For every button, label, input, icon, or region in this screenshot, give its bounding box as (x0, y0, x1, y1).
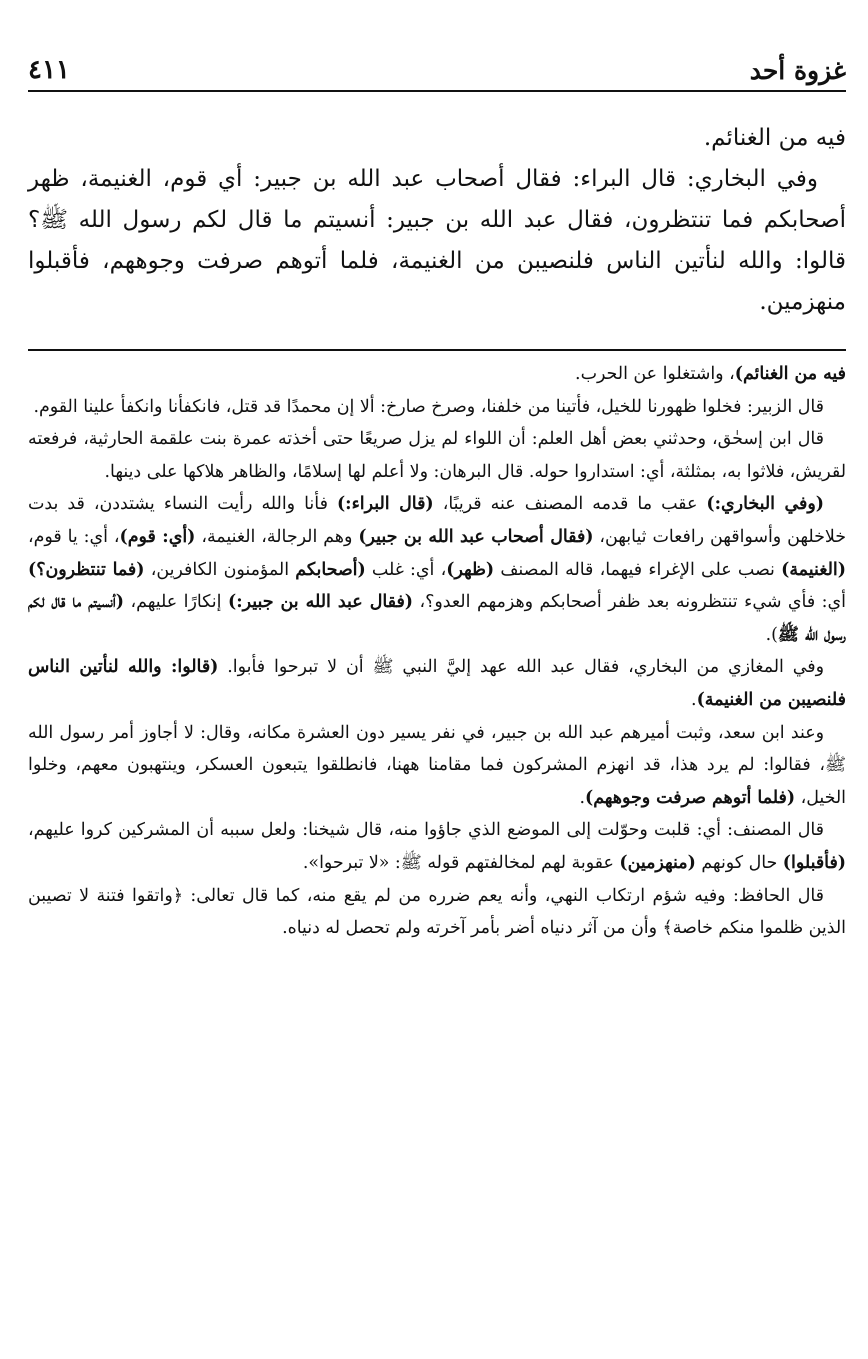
commentary-text: ). (765, 624, 778, 645)
page-number: ٤١١ (28, 55, 70, 85)
quoted-phrase: (أي: قوم) (119, 526, 196, 547)
commentary-text: . (579, 787, 585, 808)
commentary-paragraph: قال ابن إسحٰق، وحدثني بعض أهل العلم: أن اللواء لم يزل صريعًا حتى أخذته عمرة بنت علقمة الحارثية، فرفعته لقريش، فلاثوا به، بمثلثة، أي: استداروا حوله. قال البرهان: ولا أعلم لها إسلامًا، والظاهر هلاكها على دينها. (28, 429, 846, 482)
commentary-text: قال المصنف: أي: قلبت وحوّلت إلى الموضع الذي جاؤوا منه، قال شيخنا: ولعل سببه أن المشركين كروا عليهم، (28, 820, 824, 841)
commentary-text: ، أي: يا قوم، (28, 526, 120, 547)
commentary (28, 358, 846, 945)
commentary-text: المؤمنون الكافرين، (144, 559, 296, 580)
quoted-phrase: (الغنيمة) (781, 559, 846, 580)
quoted-phrase: (فلما أتوهم صرفت وجوههم) (584, 787, 796, 808)
quoted-phrase: (وفي البخاري:) (706, 494, 824, 515)
commentary-text: فأنا والله رأيت النساء يشتددن، قد بدت خلاخلهن وأسواقهن رافعات ثيابهن، (28, 494, 847, 547)
commentary-text: ، أي: غلب (365, 559, 447, 580)
commentary-text: ، واشتغلوا عن الحرب. (575, 364, 735, 384)
quoted-phrase: (أنسيتم ما قال لكم رسول الله ﷺ (28, 592, 846, 645)
quoted-phrase: (منهزمين) (619, 852, 696, 873)
commentary-text: إنكارًا عليهم، (123, 592, 228, 613)
commentary-paragraph (28, 651, 846, 716)
commentary-paragraph (28, 488, 846, 651)
commentary-text: حال كونهم (695, 852, 783, 873)
commentary-text: عقوبة لهم لمخالفتهم قوله ﷺ: «لا تبرحوا». (302, 852, 620, 873)
quoted-phrase: (فقال أصحاب عبد الله بن جبير) (358, 526, 594, 547)
quoted-phrase: (قالوا: والله لنأتين الناس فلنصيبن من الغنيمة) (28, 657, 846, 710)
commentary-text: وفي المغازي من البخاري، فقال عبد الله عهد إليَّ النبي ﷺ أن لا تبرحوا فأبوا. (218, 657, 824, 678)
commentary-paragraph: قال الحافظ: وفيه شؤم ارتكاب النهي، وأنه يعم ضرره من لم يقع منه، كما قال تعالى: ﴿واتقوا فتنة لا تصيبن الذين ظلموا منكم خاصة﴾ وأن من آثر دنياه أضر بأمر آخرته ولم تحصل له دنياه. (28, 885, 846, 939)
commentary-paragraph (28, 814, 846, 879)
quoted-phrase: فيه من الغنائم) (734, 364, 846, 384)
quoted-phrase: (فأقبلوا) (782, 852, 846, 873)
commentary-paragraph (28, 717, 846, 815)
commentary-text: أي: فأي شيء تنتظرونه بعد ظفر أصحابكم وهزمهم العدو؟، (413, 592, 846, 613)
quoted-phrase: (أصحابكم (295, 559, 366, 580)
quoted-phrase: (فما تنتظرون؟) (28, 559, 145, 580)
commentary-text: عقب ما قدمه المصنف عنه قريبًا، (433, 494, 707, 515)
commentary-text: . (691, 689, 697, 710)
commentary-text: نصب على الإغراء فيهما، قاله المصنف (494, 559, 782, 580)
text-commentary-divider (28, 349, 846, 351)
quoted-phrase: (ظهر) (446, 559, 495, 580)
running-title: غزوة أحد (749, 55, 846, 85)
main-text (28, 118, 846, 323)
commentary-paragraph (28, 358, 846, 391)
quoted-phrase: (فقال عبد الله بن جبير:) (227, 592, 413, 613)
commentary-text: وهم الرجالة، الغنيمة، (195, 526, 359, 547)
main-text-line: فيه من الغنائم. (703, 125, 846, 151)
page-header (28, 50, 846, 92)
commentary-paragraph: قال الزبير: فخلوا ظهورنا للخيل، فأتينا من خلفنا، وصرخ صارخ: ألا إن محمدًا قد قتل، فانكفأنا وانكفأ علينا القوم. (33, 396, 824, 417)
commentary-text: وعند ابن سعد، وثبت أميرهم عبد الله بن جبير، في نفر يسير دون العشرة مكانه، وقال: لا أجاوز أمر رسول الله ﷺ، فقالوا: لم يرد هذا، قد انهزم المشركون فما مقامنا ههنا، فانطلقوا يتبعون العسكر، وينتهبون معهم، وخلوا الخيل، (28, 722, 846, 808)
quoted-phrase: (قال البراء:) (336, 494, 434, 515)
main-text-paragraph: وفي البخاري: قال البراء: فقال أصحاب عبد الله بن جبير: أي قوم، الغنيمة، ظهر أصحابكم فما تنتظرون، فقال عبد الله بن جبير: أنسيتم ما قال لكم رسول الله ﷺ؟ قالوا: والله لنأتين الناس فلنصيبن من الغنيمة، فلما أتوهم صرفت وجوههم، فأقبلوا منهزمين. (28, 166, 846, 315)
